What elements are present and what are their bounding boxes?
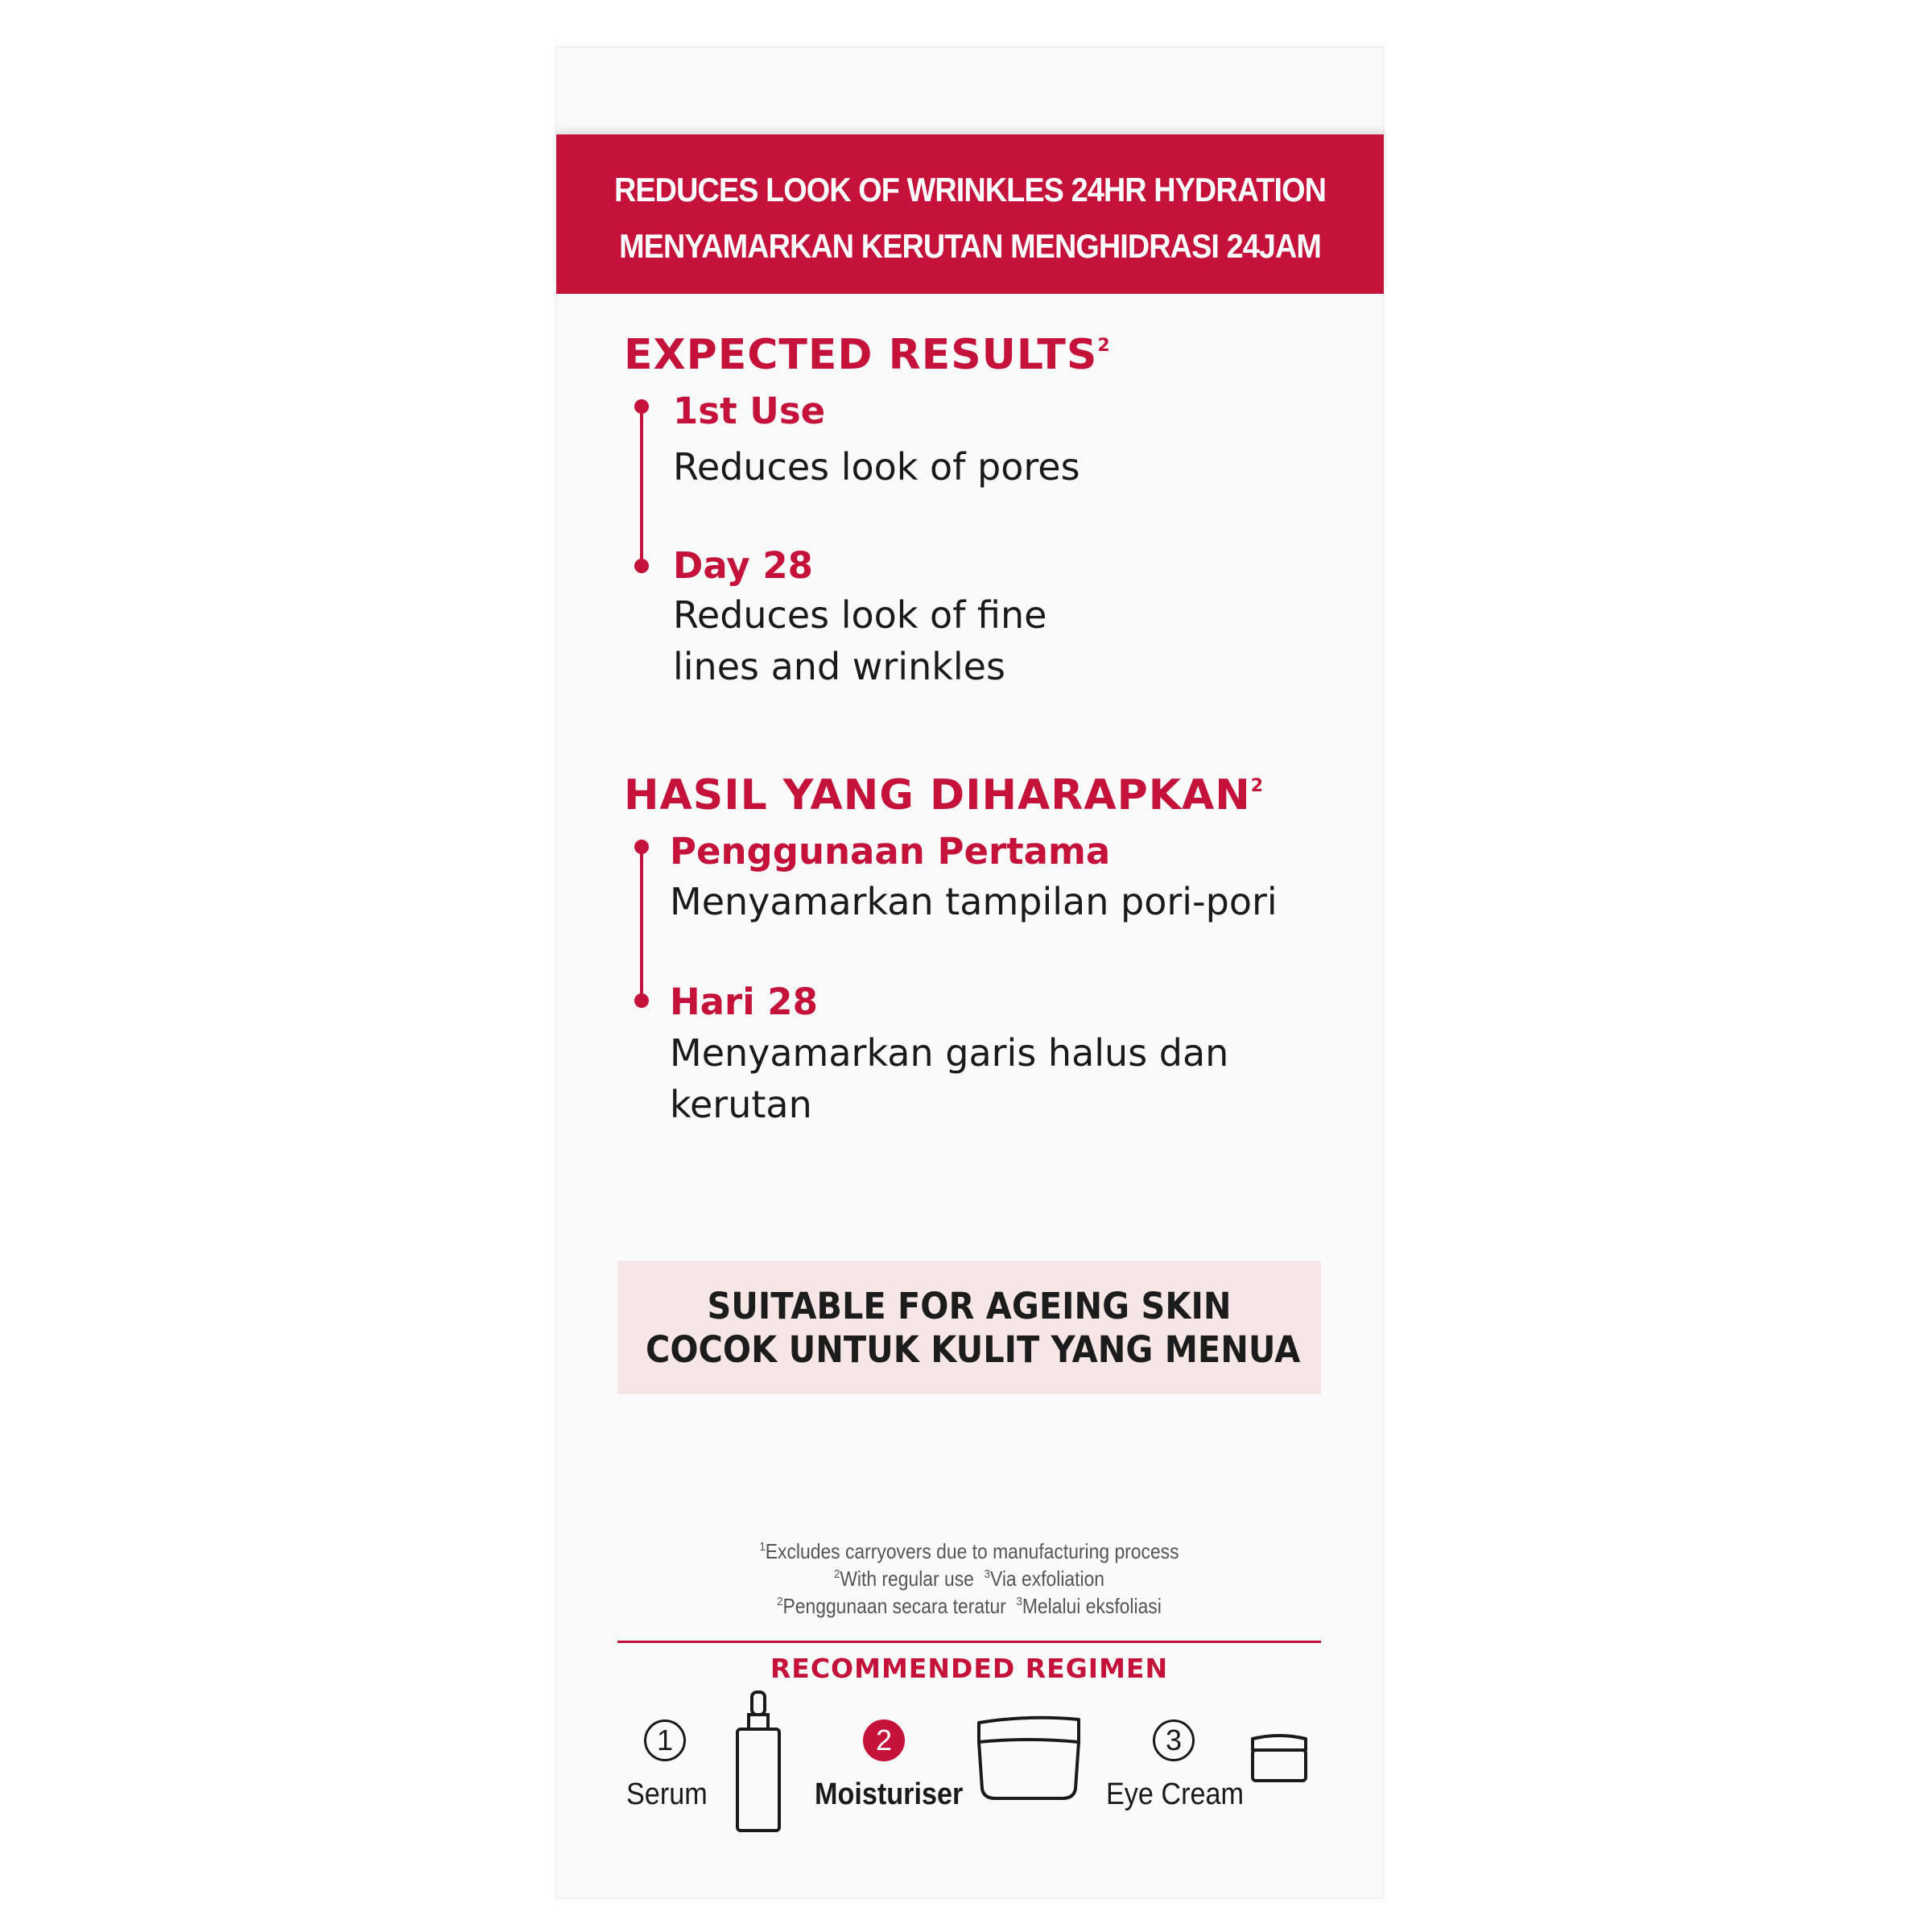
step-number-3: 3 bbox=[1153, 1719, 1195, 1761]
footnote-line: $^2$With regular use $^3$Via exfoliation bbox=[833, 1567, 1105, 1591]
timeline-desc-day-28: lines and wrinkles bbox=[673, 645, 1005, 688]
step-label-serum: Serum bbox=[626, 1777, 708, 1811]
timeline-label-penggunaan: Penggunaan Pertama bbox=[670, 830, 1111, 873]
footnote-line: $^2$Penggunaan secara teratur $^3$Melalui eksfoliasi bbox=[777, 1594, 1162, 1618]
suitable-line-indonesian: COCOK UNTUK KULIT YANG MENUA bbox=[645, 1328, 1301, 1371]
package-panel bbox=[556, 47, 1384, 1898]
banner-line-indonesian: MENYAMARKAN KERUTAN MENGHIDRASI 24JAM bbox=[619, 227, 1321, 265]
banner-line-english: REDUCES LOOK OF WRINKLES 24HR HYDRATION bbox=[613, 171, 1327, 208]
timeline-line bbox=[640, 845, 643, 1000]
timeline-dot bbox=[634, 559, 649, 573]
step-label-eye-cream: Eye Cream bbox=[1106, 1777, 1245, 1811]
step-label-moisturiser: Moisturiser bbox=[815, 1777, 964, 1811]
step-number-1: 1 bbox=[644, 1719, 686, 1761]
suitable-line-english: SUITABLE FOR AGEING SKIN bbox=[707, 1285, 1232, 1327]
timeline-line bbox=[640, 404, 643, 565]
timeline-label-hari-28: Hari 28 bbox=[670, 980, 818, 1023]
hasil-heading: HASIL YANG DIHARAPKAN$^2$ bbox=[624, 771, 1265, 819]
serum-bottle-icon bbox=[733, 1689, 784, 1834]
expected-results-heading: EXPECTED RESULTS$^2$ bbox=[624, 331, 1111, 379]
step-number-2: 2 bbox=[863, 1719, 905, 1761]
claims-banner bbox=[556, 134, 1384, 294]
timeline-desc-penggunaan: Menyamarkan tampilan pori-pori bbox=[670, 880, 1278, 923]
timeline-dot bbox=[634, 399, 649, 414]
timeline-label-first-use: 1st Use bbox=[673, 390, 826, 432]
suitable-box bbox=[617, 1261, 1321, 1394]
regimen-title: RECOMMENDED REGIMEN bbox=[770, 1653, 1169, 1684]
timeline-desc-first-use: Reduces look of pores bbox=[673, 445, 1080, 489]
eye-cream-jar-icon bbox=[1249, 1731, 1309, 1784]
regimen-divider bbox=[617, 1641, 1321, 1643]
footnote-line: $^1$Excludes carryovers due to manufacturing process bbox=[759, 1539, 1179, 1563]
timeline-label-day-28: Day 28 bbox=[673, 544, 813, 587]
timeline-dot bbox=[634, 993, 649, 1008]
timeline-desc-hari-28: kerutan bbox=[670, 1083, 812, 1126]
moisturiser-jar-icon bbox=[974, 1713, 1084, 1803]
timeline-dot bbox=[634, 840, 649, 854]
timeline-desc-hari-28: Menyamarkan garis halus dan bbox=[670, 1031, 1229, 1075]
timeline-desc-day-28: Reduces look of fine bbox=[673, 593, 1047, 637]
